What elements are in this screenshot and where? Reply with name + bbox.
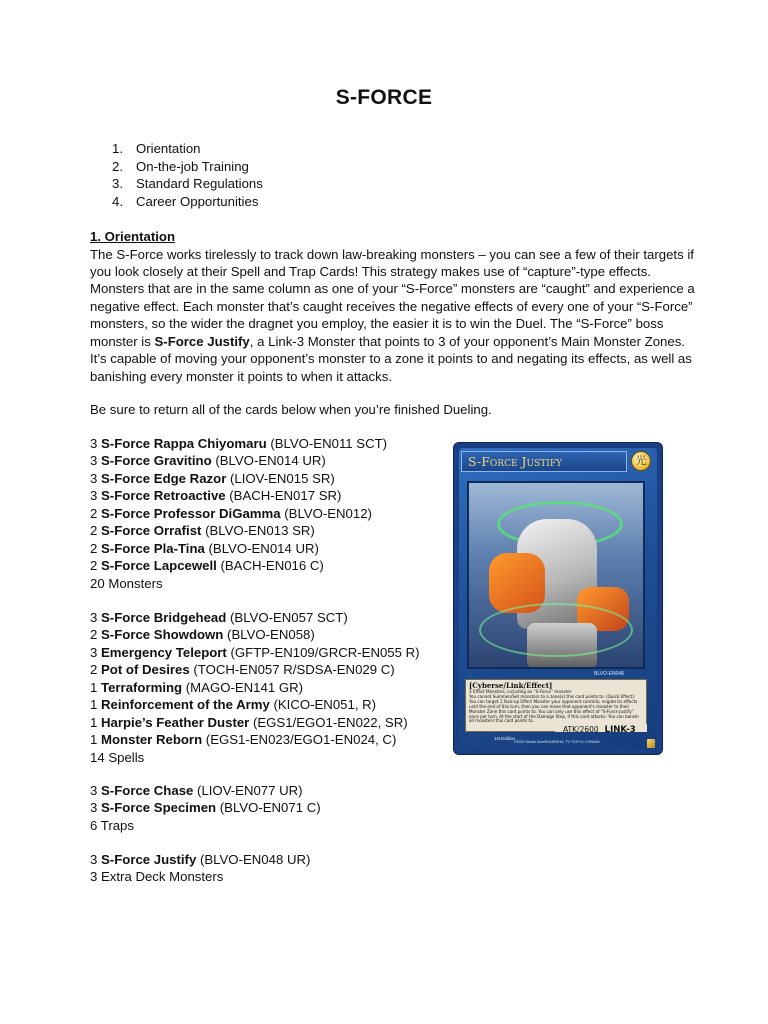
card-quantity: 3 xyxy=(90,488,98,504)
extra-deck-list xyxy=(90,851,310,886)
document-title: S-FORCE xyxy=(335,86,433,109)
card-quantity: 3 xyxy=(90,436,98,451)
card-name: S-Force Chase xyxy=(101,783,194,798)
paragraph-line: Monsters that are in the same column as one of your “S-Force” monsters are “caught” and experience a xyxy=(90,281,695,297)
card-quantity: 3 xyxy=(90,470,98,486)
card-entry xyxy=(90,644,420,661)
card-edition: 1st Edition xyxy=(494,736,516,741)
card-set-code: BLVO-EN048 xyxy=(594,671,624,677)
card-entry xyxy=(90,435,387,452)
card-name: S-Force Orrafist xyxy=(101,523,202,539)
card-link-rating: LINK-3 xyxy=(604,725,636,735)
card-materials: 3 Effect Monsters, including an “S-Force” monster xyxy=(469,689,572,694)
card-copyright: ©2020 Studio Dice/SHUEISHA, TV TOKYO, KONAMI xyxy=(514,740,600,744)
card-name-bar xyxy=(461,451,627,472)
toc-item xyxy=(112,158,263,176)
card-quantity: 2 xyxy=(90,662,98,678)
paragraph-line: It’s capable of moving your opponent’s monster to a zone it points to and negating its effects, as well as xyxy=(90,351,692,367)
card-code: (BLVO-EN048 UR) xyxy=(199,852,311,867)
card-quantity: 2 xyxy=(90,627,98,643)
paragraph-line xyxy=(90,333,690,350)
art-ring-lower xyxy=(479,603,633,657)
card-code: (BLVO-EN011 SCT) xyxy=(270,436,388,451)
card-entry xyxy=(90,626,420,643)
card-quantity: 2 xyxy=(90,558,98,574)
spells-total: 14 Spells xyxy=(90,749,145,765)
paragraph-line: negative effect. Each monster that’s caught receives the negative effects of every one of your “S-Force” xyxy=(90,298,693,314)
toc-number: 3. xyxy=(112,176,123,191)
card-name: S-Force Pla-Tina xyxy=(101,540,205,556)
card-entry xyxy=(90,540,387,557)
card-quantity: 3 xyxy=(90,644,98,660)
card-entry xyxy=(90,522,387,539)
boss-monster-name: S-Force Justify xyxy=(154,333,250,349)
card-quantity: 3 xyxy=(90,610,98,625)
toc-number: 1. xyxy=(112,141,123,156)
paragraph-text: monster is xyxy=(90,333,155,349)
traps-total: 6 Traps xyxy=(90,817,134,833)
card-quantity: 3 xyxy=(90,852,98,867)
card-entry xyxy=(90,851,310,868)
card-name: S-Force Gravitino xyxy=(101,453,212,469)
card-code: (BACH-EN017 SR) xyxy=(229,488,342,504)
card-image xyxy=(453,442,663,755)
toc-item xyxy=(112,193,263,211)
card-name: Pot of Desires xyxy=(101,662,190,678)
card-stats xyxy=(563,725,636,735)
card-code: (BLVO-EN012) xyxy=(284,505,372,521)
trap-list xyxy=(90,782,321,834)
card-code: (LIOV-EN015 SR) xyxy=(230,470,335,486)
card-code: (BLVO-EN014 UR) xyxy=(215,453,326,469)
card-code: (LIOV-EN077 UR) xyxy=(197,783,303,798)
paragraph-line: you look closely at their Spell and Trap Cards! This strategy makes use of “capture”-type effects. xyxy=(90,263,651,279)
toc-item xyxy=(112,140,263,158)
card-name: S-Force Professor DiGamma xyxy=(101,505,281,521)
card-name: S-Force Edge Razor xyxy=(101,470,227,486)
monsters-total: 20 Monsters xyxy=(90,575,163,591)
card-name: S-Force Rappa Chiyomaru xyxy=(101,436,267,451)
card-quantity: 1 xyxy=(90,679,98,695)
card-entry xyxy=(90,782,321,799)
card-entry xyxy=(90,557,387,574)
spell-list xyxy=(90,609,420,766)
card-quantity: 1 xyxy=(90,697,98,713)
card-artwork xyxy=(467,481,645,669)
card-code: (TOCH-EN057 R/SDSA-EN029 C) xyxy=(193,662,395,678)
card-quantity: 3 xyxy=(90,783,98,798)
card-entry xyxy=(90,470,387,487)
card-code: (EGS1/EGO1-EN022, SR) xyxy=(252,714,408,730)
card-name: Harpie’s Feather Duster xyxy=(101,714,250,730)
card-name: Monster Reborn xyxy=(101,732,203,748)
card-entry xyxy=(90,731,420,748)
card-name: Reinforcement of the Army xyxy=(101,697,270,713)
card-name: Emergency Teleport xyxy=(101,644,227,660)
orientation-paragraph xyxy=(90,246,695,386)
card-entry xyxy=(90,661,420,678)
hologram-icon xyxy=(647,739,655,748)
card-quantity: 2 xyxy=(90,540,98,556)
orientation-heading: 1. Orientation xyxy=(90,229,175,244)
card-code: (BLVO-EN058) xyxy=(227,627,315,643)
card-code: (BLVO-EN071 C) xyxy=(219,800,321,816)
toc-label: Standard Regulations xyxy=(136,176,263,191)
card-atk: ATK/2600 xyxy=(563,725,599,734)
toc-label: Orientation xyxy=(136,141,201,156)
card-name: S-Force Lapcewell xyxy=(101,558,217,574)
card-quantity: 1 xyxy=(90,714,98,730)
toc-number: 4. xyxy=(112,193,123,209)
card-quantity: 2 xyxy=(90,523,98,539)
table-of-contents xyxy=(112,140,263,210)
card-entry xyxy=(90,799,321,816)
card-code: (EGS1-EN023/EGO1-EN024, C) xyxy=(205,732,397,748)
card-type-line: [Cyberse/Link/Effect] xyxy=(469,681,553,690)
paragraph-line: The S-Force works tirelessly to track down law-breaking monsters – you can see a few of their targets if xyxy=(90,246,694,262)
card-entry xyxy=(90,714,420,731)
card-name: S-Force Retroactive xyxy=(101,488,226,504)
card-entry xyxy=(90,487,387,504)
toc-item xyxy=(112,175,263,193)
card-entry xyxy=(90,679,420,696)
card-code: (BACH-EN016 C) xyxy=(220,558,324,574)
card-code: (BLVO-EN014 UR) xyxy=(208,540,319,556)
card-code: (BLVO-EN013 SR) xyxy=(205,523,315,539)
card-quantity: 1 xyxy=(90,732,98,748)
card-image-name: S-Force Justify xyxy=(468,454,563,469)
card-name: S-Force Specimen xyxy=(101,800,217,816)
card-name: S-Force Justify xyxy=(101,852,197,867)
card-code: (KICO-EN051, R) xyxy=(273,697,377,713)
toc-number: 2. xyxy=(112,158,123,174)
extra-total: 3 Extra Deck Monsters xyxy=(90,869,224,885)
card-name: S-Force Showdown xyxy=(101,627,224,643)
card-code: (GFTP-EN109/GRCR-EN055 R) xyxy=(230,644,420,660)
card-quantity: 2 xyxy=(90,505,98,521)
card-code: (MAGO-EN141 GR) xyxy=(185,679,304,695)
card-name: Terraforming xyxy=(101,679,183,695)
card-quantity: 3 xyxy=(90,453,98,469)
monster-list xyxy=(90,435,387,592)
paragraph-line: banishing every monster it points to when it attacks. xyxy=(90,368,392,384)
card-effect-text: You cannot Summon/Set monsters to a zone(s) this card points to. (Quick Effect): You can target 1 face-up Effect Monster your opponent controls; negate its effects until the end of this turn, then you can move that opponent's monster to their Monster Zone this card points to. You can only use this effect of “S-Force Justify” once per turn. At the start of the Damage Step, if this card attacks: You can banish all monsters this card points to. xyxy=(469,693,639,724)
return-note: Be sure to return all of the cards below when you’re finished Dueling. xyxy=(90,402,492,417)
card-entry xyxy=(90,505,387,522)
card-entry xyxy=(90,696,420,713)
card-quantity: 3 xyxy=(90,800,98,816)
paragraph-line: monsters, so the wider the dragnet you employ, the easier it is to win the Duel. The “S-Force” boss xyxy=(90,316,664,332)
card-entry xyxy=(90,452,387,469)
toc-label: On-the-job Training xyxy=(136,158,249,174)
paragraph-text: , a Link-3 Monster that points to 3 of your opponent’s Main Monster Zones. xyxy=(249,333,685,349)
card-name: S-Force Bridgehead xyxy=(101,610,227,625)
card-entry xyxy=(90,609,420,626)
light-attribute-icon: 光 xyxy=(631,451,651,471)
card-code: (BLVO-EN057 SCT) xyxy=(230,610,348,625)
toc-label: Career Opportunities xyxy=(136,193,259,209)
